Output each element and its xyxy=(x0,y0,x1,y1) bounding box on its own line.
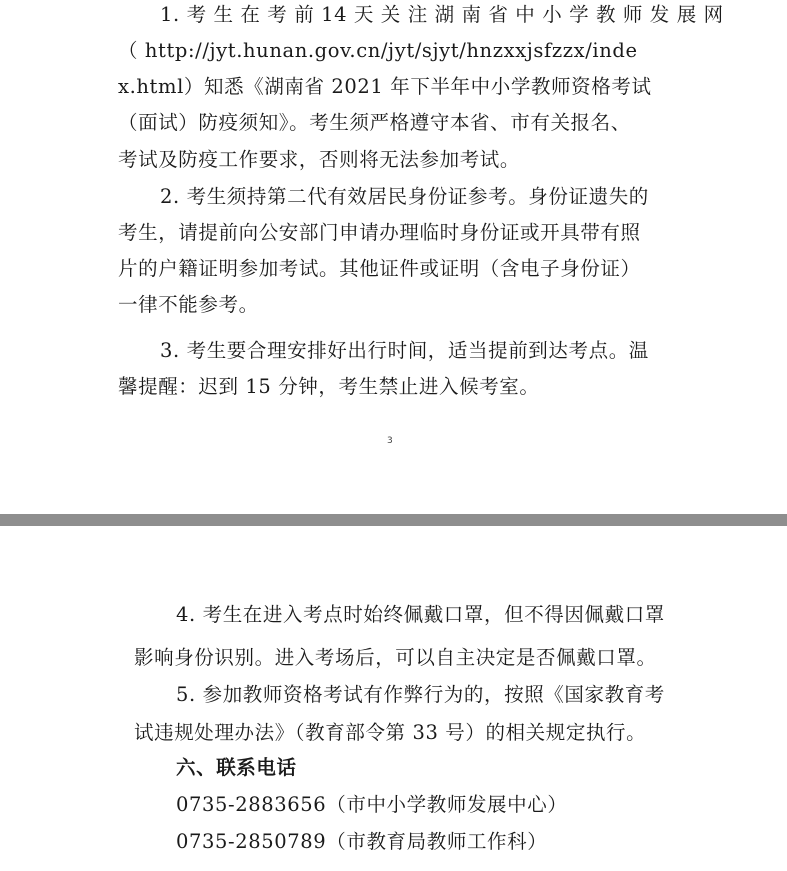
paragraph-line: x.html）知悉《湖南省 2021 年下半年中小学教师资格考试 xyxy=(118,75,652,98)
paragraph-line: 4. 考生在进入考点时始终佩戴口罩，但不得因佩戴口罩 xyxy=(176,603,665,626)
paragraph-line: 2. 考生须持第二代有效居民身份证参考。身份证遗失的 xyxy=(160,185,649,208)
paragraph-line: （ http://jyt.hunan.gov.cn/jyt/sjyt/hnzxxjsfzzx/inde xyxy=(118,39,638,62)
paragraph-line: 一律不能参考。 xyxy=(118,293,259,316)
paragraph-line: 馨提醒：迟到 15 分钟，考生禁止进入候考室。 xyxy=(118,375,540,398)
paragraph-line: 试违规处理办法》（教育部令第 33 号）的相关规定执行。 xyxy=(134,721,647,744)
paragraph-line: 影响身份识别。进入考场后，可以自主决定是否佩戴口罩。 xyxy=(134,646,657,669)
contact-phone-line: 0735-2850789（市教育局教师工作科） xyxy=(176,830,548,853)
paragraph-line: 考试及防疫工作要求，否则将无法参加考试。 xyxy=(118,148,521,171)
paragraph-line: 片的户籍证明参加考试。其他证件或证明（含电子身份证） xyxy=(118,257,641,280)
paragraph-line: 1. 考 生 在 考 前 14 天 关 注 湖 南 省 中 小 学 教 师 发 展 网 xyxy=(160,3,724,26)
paragraph-line: （面试）防疫须知》。考生须严格遵守本省、市有关报名、 xyxy=(118,111,631,134)
paragraph-line: 5. 参加教师资格考试有作弊行为的，按照《国家教育考 xyxy=(176,683,665,706)
document-page-bottom xyxy=(0,526,787,871)
paragraph-line: 3. 考生要合理安排好出行时间，适当提前到达考点。温 xyxy=(160,339,649,362)
section-heading: 六、联系电话 xyxy=(176,756,297,779)
page-number: 3 xyxy=(387,436,393,446)
contact-phone-line: 0735-2883656（市中小学教师发展中心） xyxy=(176,793,568,816)
page-divider xyxy=(0,514,787,526)
paragraph-line: 考生，请提前向公安部门申请办理临时身份证或开具带有照 xyxy=(118,221,641,244)
